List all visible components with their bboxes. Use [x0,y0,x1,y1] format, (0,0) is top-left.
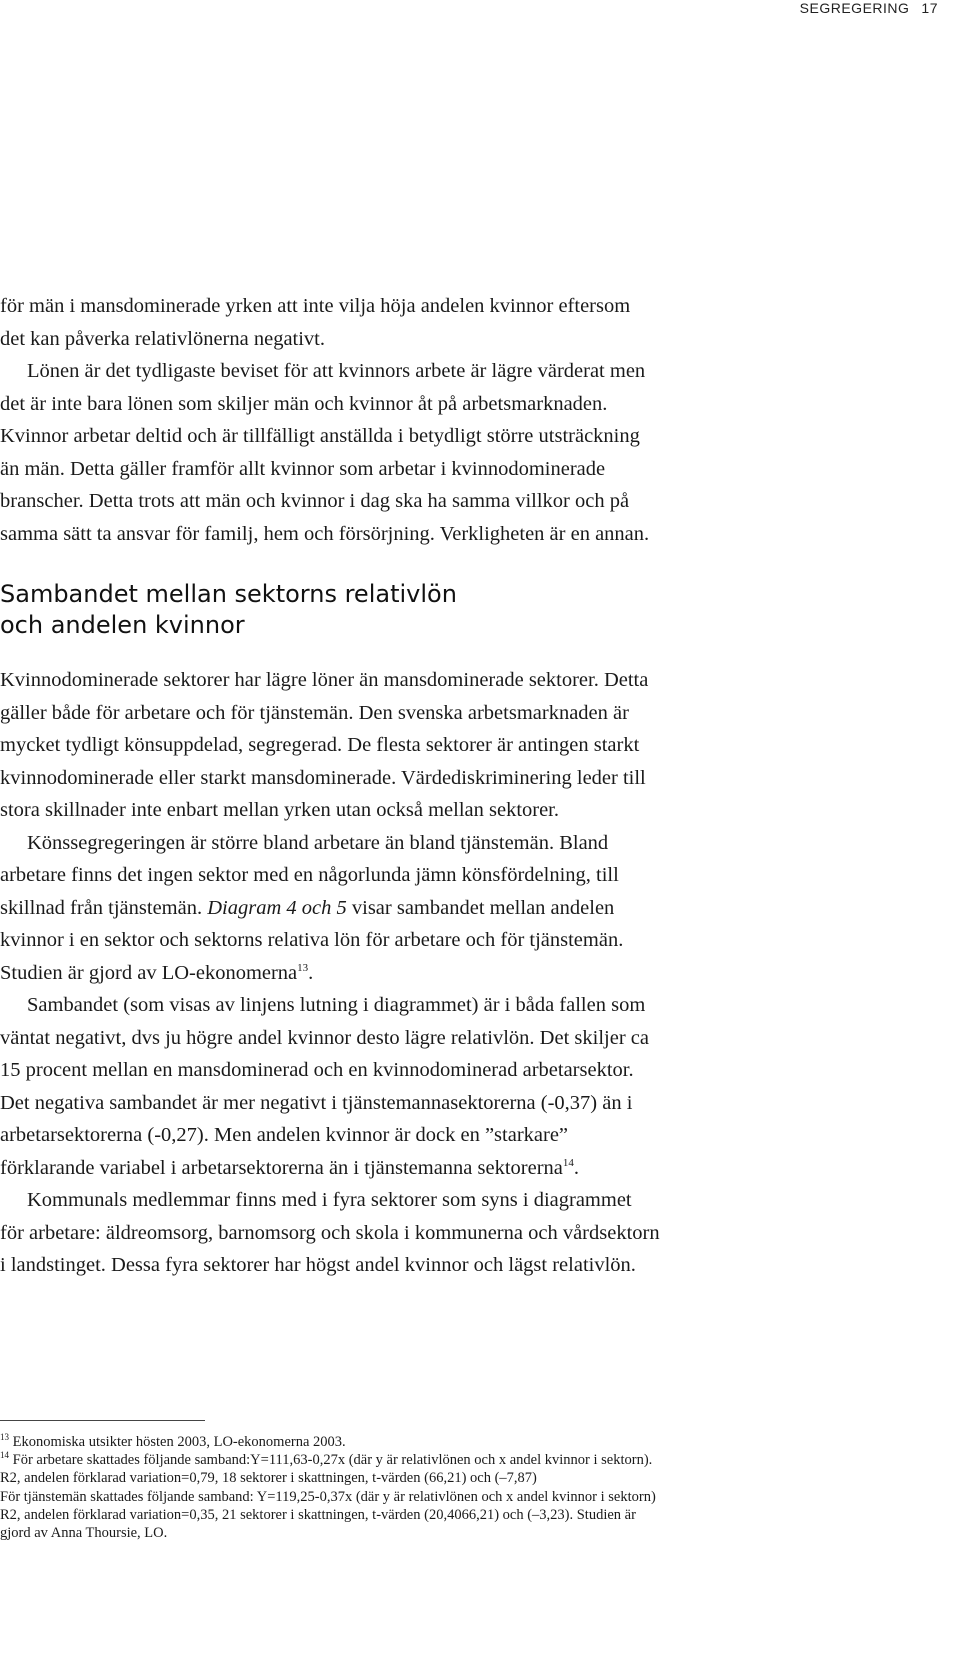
footnote-13-text: Ekonomiska utsikter hösten 2003, LO-ekonomerna 2003. [12,1434,346,1450]
footnote-marker-13: 13 [0,1432,9,1443]
footnote-marker-14: 14 [0,1450,9,1461]
paragraph-kommunals: Kommunals medlemmar finns med i fyra sektorer som syns i diagrammet för arbetare: äldreomsorg, barnomsorg och skola i kommunerna och vårdsektorn i landstinget. Dessa fyra sektorer har högst andel kvinnor och lägst relativlön. [0,1189,660,1276]
running-header [800,0,938,16]
page-number: 17 [921,0,938,16]
footnote-14 [0,1451,660,1487]
footnote-13 [0,1433,660,1451]
footnotes [0,1433,660,1542]
diagram-reference: Diagram 4 och 5 [207,896,347,919]
footnote-14-continued: För tjänstemän skattades följande samband: Y=119,25-0,37x (där y är relativlönen och x andel kvinnor i sektorn) R2, andelen förklarad variation=0,35, 21 sektorer i skattningen, t-värden (20,4066,21) och (–3,23). Studien är gjord av Anna Thoursie, LO. [0,1488,656,1542]
section-heading-line-2: och andelen kvinnor [0,611,245,639]
paragraph-konssegregeringen [0,827,660,990]
paragraph-konssegregeringen-start: Könssegregeringen är större bland arbetare än bland tjänstemän. Bland arbetare finns det ingen sektor med en någorlunda jämn könsfördelning, till skillnad från tjänstemän. [0,831,619,919]
footnote-divider [0,1420,205,1421]
paragraph-konssegregeringen-end: visar sambandet mellan andelen kvinnor i en sektor och sektorns relativa lön för arbetare och för tjänstemän. Studien är gjord av LO-ekonomerna [0,896,624,984]
footnote-ref-14[interactable]: 14 [562,1156,574,1169]
section-heading [0,579,660,641]
body-text [0,290,660,1282]
section-heading-line-1: Sambandet mellan sektorns relativlön [0,580,457,608]
paragraph-lonen: Lönen är det tydligaste beviset för att kvinnors arbete är lägre värderat men det är inte bara lönen som skiljer män och kvinnor åt på arbetsmarknaden. Kvinnor arbetar deltid och är tillfälligt anställda i betydligt större utsträckning än män. Detta gäller framför allt kvinnor som arbetar i kvinnodominerade branscher. Detta trots att män och kvinnor i dag ska ha samma villkor och på samma sätt ta ansvar för familj, hem och försörjning. Verkligheten är en annan. [0,360,650,545]
sentence-end: . [308,961,314,984]
footnote-14-text: För arbetare skattades följande samband:Y=111,63-0,27x (där y är relativlönen och x andel kvinnor i sektorn). R2, andelen förklarad variation=0,79, 18 sektorer i skattningen, t-värden (66,21) och (–7,87) [0,1452,653,1487]
paragraph-sambandet [0,989,660,1184]
paragraph-kvinnodominerade: Kvinnodominerade sektorer har lägre löner än mansdominerade sektorer. Detta gäller både för arbetare och för tjänstemän. Den svenska arbetsmarknaden är mycket tydligt könsuppdelad, segregerad. De flesta sektorer är antingen starkt kvinnodominerade eller starkt mansdominerade. Värdediskriminering leder till stora skillnader inte enbart mellan yrken utan också mellan sektorer. [0,669,649,821]
running-header-section: SEGREGERING [799,0,910,16]
sentence-end: . [573,1156,580,1179]
paragraph-sambandet-text: Sambandet (som visas av linjens lutning i diagrammet) är i båda fallen som väntat negativt, dvs ju högre andel kvinnor desto lägre relativlön. Det skiljer ca 15 procent mellan en mansdominerad och en kvinnodominerad arbetarsektor. Det negativa sambandet är mer negativt i tjänstemannasektorerna (-0,37) än i arbetarsektorerna (-0,27). Men andelen kvinnor är dock en ”starkare” förklarande variabel i arbetarsektorerna än i tjänstemanna sektorerna [0,994,649,1179]
footnote-ref-13[interactable]: 13 [297,961,309,974]
paragraph-intro-continued: för män i mansdominerade yrken att inte vilja höja andelen kvinnor eftersom det kan påverka relativlönerna negativt. [0,295,631,350]
